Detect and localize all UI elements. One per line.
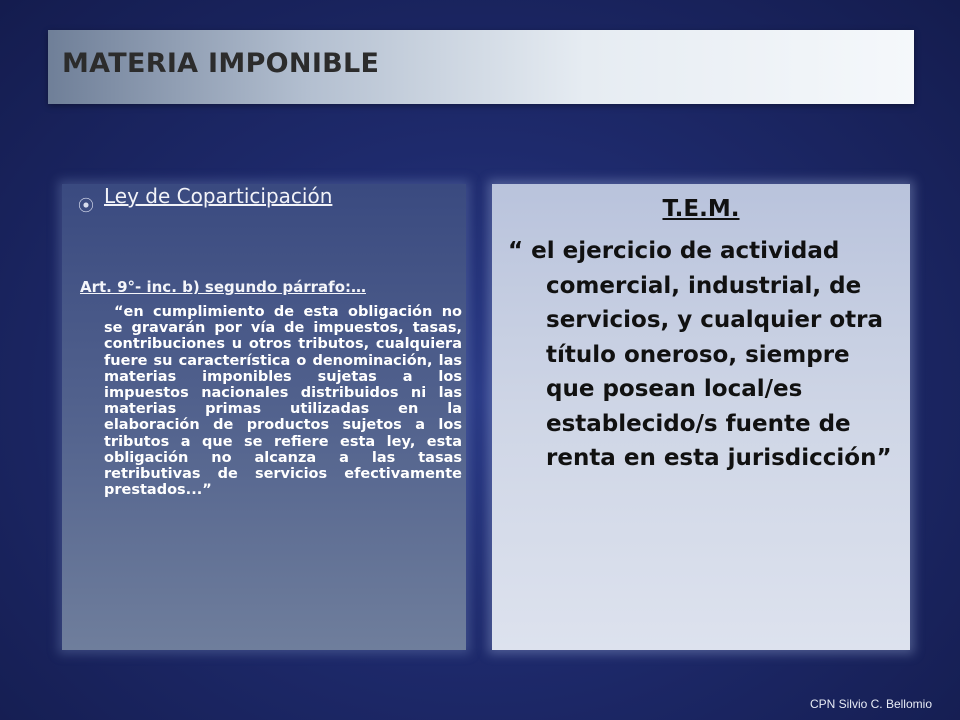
right-panel-quote: “ el ejercicio de actividad comercial, industrial, de servicios, y cualquier otra título oneroso, siempre que posean local/es establecido/s fuente de renta en esta jurisdicción” [508,238,892,471]
article-reference [62,278,466,296]
target-bullet-icon: ⦿ [78,196,95,215]
article-text: Art. 9°- inc. b) segundo párrafo:… [80,278,366,296]
title-bar [48,30,914,104]
left-panel-heading: Ley de Coparticipación [104,184,333,208]
left-panel-quote [104,304,462,498]
left-panel [62,184,466,650]
right-panel-heading: T.E.M. [662,196,740,222]
slide-title: MATERIA IMPONIBLE [62,48,380,79]
left-quote-text: “en cumplimiento de esta obligación no se gravarán por vía de impuestos, tasas, contribuciones u otros tributos, cualquiera fuere su característica o denominación, las materias imponibles sujetas a los impuestos nacionales distribuidos ni las materias primas utilizadas en la elaboración de productos sujetos a los tributos a que se refiere esta ley, esta obligación no alcanza a las tasas retributivas de servicios efectivamente prestados...” [104,304,462,499]
footer-credit: CPN Silvio C. Bellomio [809,697,932,711]
right-panel [492,184,910,650]
